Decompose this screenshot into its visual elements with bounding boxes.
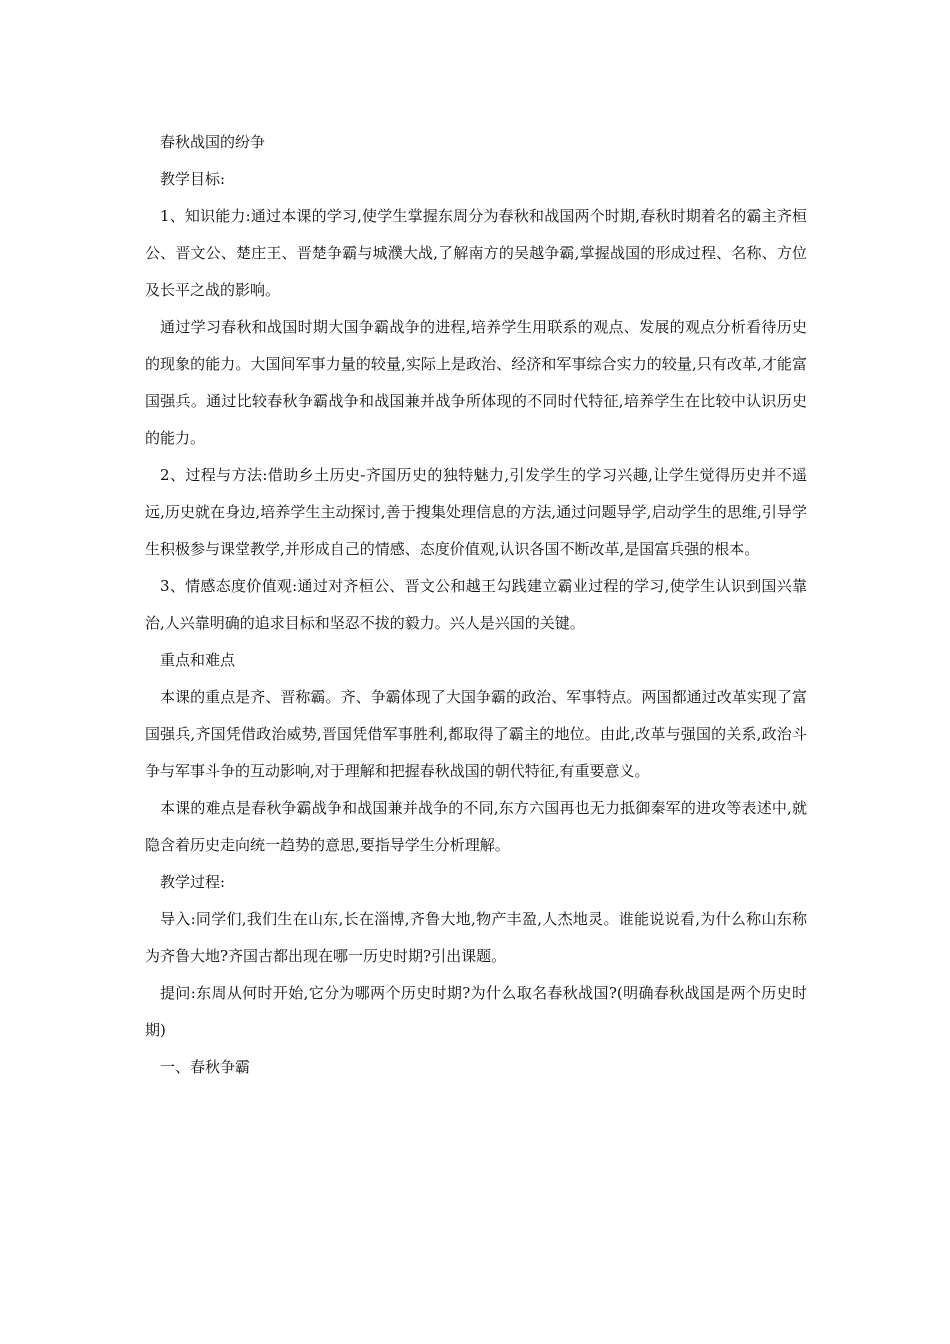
paragraph-teaching-goals-heading: 教学目标: — [160, 170, 226, 188]
paragraph-teaching-process-heading: 教学过程: — [160, 873, 226, 891]
section-heading-spring-autumn: 一、春秋争霸 — [160, 1058, 251, 1076]
paragraph-key-points-heading: 重点和难点 — [160, 651, 236, 669]
paragraph-key-points: 本课的重点是齐、晋称霸。齐、争霸体现了大国争霸的政治、军事特点。两国都通过改革实现了富国强兵,齐国凭借政治威势,晋国凭借军事胜利,都取得了霸主的地位。由此,改革与强国的关系,政治斗争与军事斗争的互动影响,对于理解和把握春秋战国的朝代特征,有重要意义。 — [145, 688, 807, 780]
document-title: 春秋战国的纷争 — [160, 133, 266, 151]
paragraph-ability-training: 通过学习春秋和战国时期大国争霸战争的进程,培养学生用联系的观点、发展的观点分析看待历史的现象的能力。大国间军事力量的较量,实际上是政治、经济和军事综合实力的较量,只有改革,才能富国强兵。通过比较春秋争霸战争和战国兼并战争所体现的不同时代特征,培养学生在比较中认识历史的能力。 — [145, 318, 807, 447]
document-body — [145, 124, 807, 1086]
paragraph-introduction: 导入:同学们,我们生在山东,长在淄博,齐鲁大地,物产丰盈,人杰地灵。谁能说说看,为什么称山东称为齐鲁大地?齐国古都出现在哪一历史时期?引出课题。 — [145, 910, 807, 965]
paragraph-knowledge-ability: 1、知识能力:通过本课的学习,使学生掌握东周分为春秋和战国两个时期,春秋时期着名的霸主齐桓公、晋文公、楚庄王、晋楚争霸与城濮大战,了解南方的吴越争霸,掌握战国的形成过程、名称、方位及长平之战的影响。 — [145, 207, 807, 299]
paragraph-emotion-values: 3、情感态度价值观:通过对齐桓公、晋文公和越王勾践建立霸业过程的学习,使学生认识到国兴靠治,人兴靠明确的追求目标和坚忍不拔的毅力。兴人是兴国的关键。 — [145, 577, 807, 632]
paragraph-question: 提问:东周从何时开始,它分为哪两个历史时期?为什么取名春秋战国?(明确春秋战国是两个历史时期) — [145, 984, 807, 1039]
paragraph-process-method: 2、过程与方法:借助乡土历史-齐国历史的独特魅力,引发学生的学习兴趣,让学生觉得历史并不遥远,历史就在身边,培养学生主动探讨,善于搜集处理信息的方法,通过问题导学,启动学生的思维,引导学生积极参与课堂教学,并形成自己的情感、态度价值观,认识各国不断改革,是国富兵强的根本。 — [145, 466, 807, 558]
paragraph-difficult-points: 本课的难点是春秋争霸战争和战国兼并战争的不同,东方六国再也无力抵御秦军的进攻等表述中,就隐含着历史走向统一趋势的意思,要指导学生分析理解。 — [145, 799, 807, 854]
